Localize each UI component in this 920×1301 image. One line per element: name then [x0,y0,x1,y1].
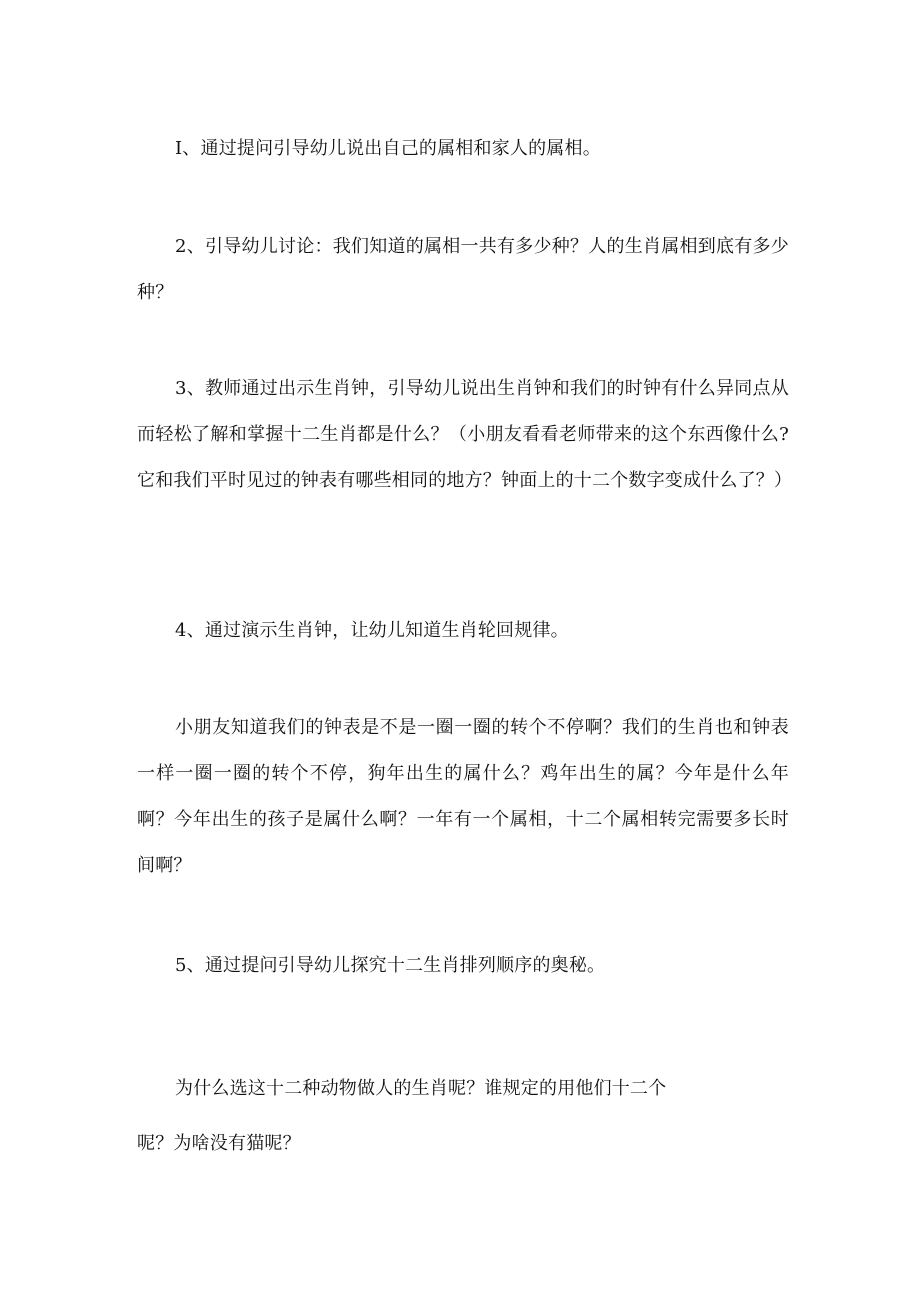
paragraph-step-5-question-end: 呢？为啥没有猫呢？ [137,1133,301,1154]
paragraph-step-2: 2、引导幼儿讨论：我们知道的属相一共有多少种？人的生肖属相到底有多少种？ [137,236,789,303]
paragraph-step-1: I、通过提问引导幼儿说出自己的属相和家人的属相。 [175,138,601,159]
paragraph-step-3: 3、教师通过出示生肖钟，引导幼儿说出生肖钟和我们的时钟有什么异同点从而轻松了解和掌握十二生肖都是什么？（小朋友看看老师带来的这个东西像什么?它和我们平时见过的钟表有哪些相同的地方？钟面上的十二个数字变成什么了？） [137,378,793,491]
paragraph-step-5: 5、通过提问引导幼儿探究十二生肖排列顺序的奥秘。 [175,955,606,976]
paragraph-step-4-detail: 小朋友知道我们的钟表是不是一圈一圈的转个不停啊？我们的生肖也和钟表一样一圈一圈的转个不停，狗年出生的属什么？鸡年出生的属？今年是什么年啊？今年出生的孩子是属什么啊？一年有一个属相，十二个属相转完需要多长时间啊？ [137,717,789,876]
paragraph-step-4: 4、通过演示生肖钟，让幼儿知道生肖轮回规律。 [175,620,569,641]
paragraph-step-5-question: 为什么选这十二种动物做人的生肖呢？谁规定的用他们十二个 [175,1078,667,1099]
